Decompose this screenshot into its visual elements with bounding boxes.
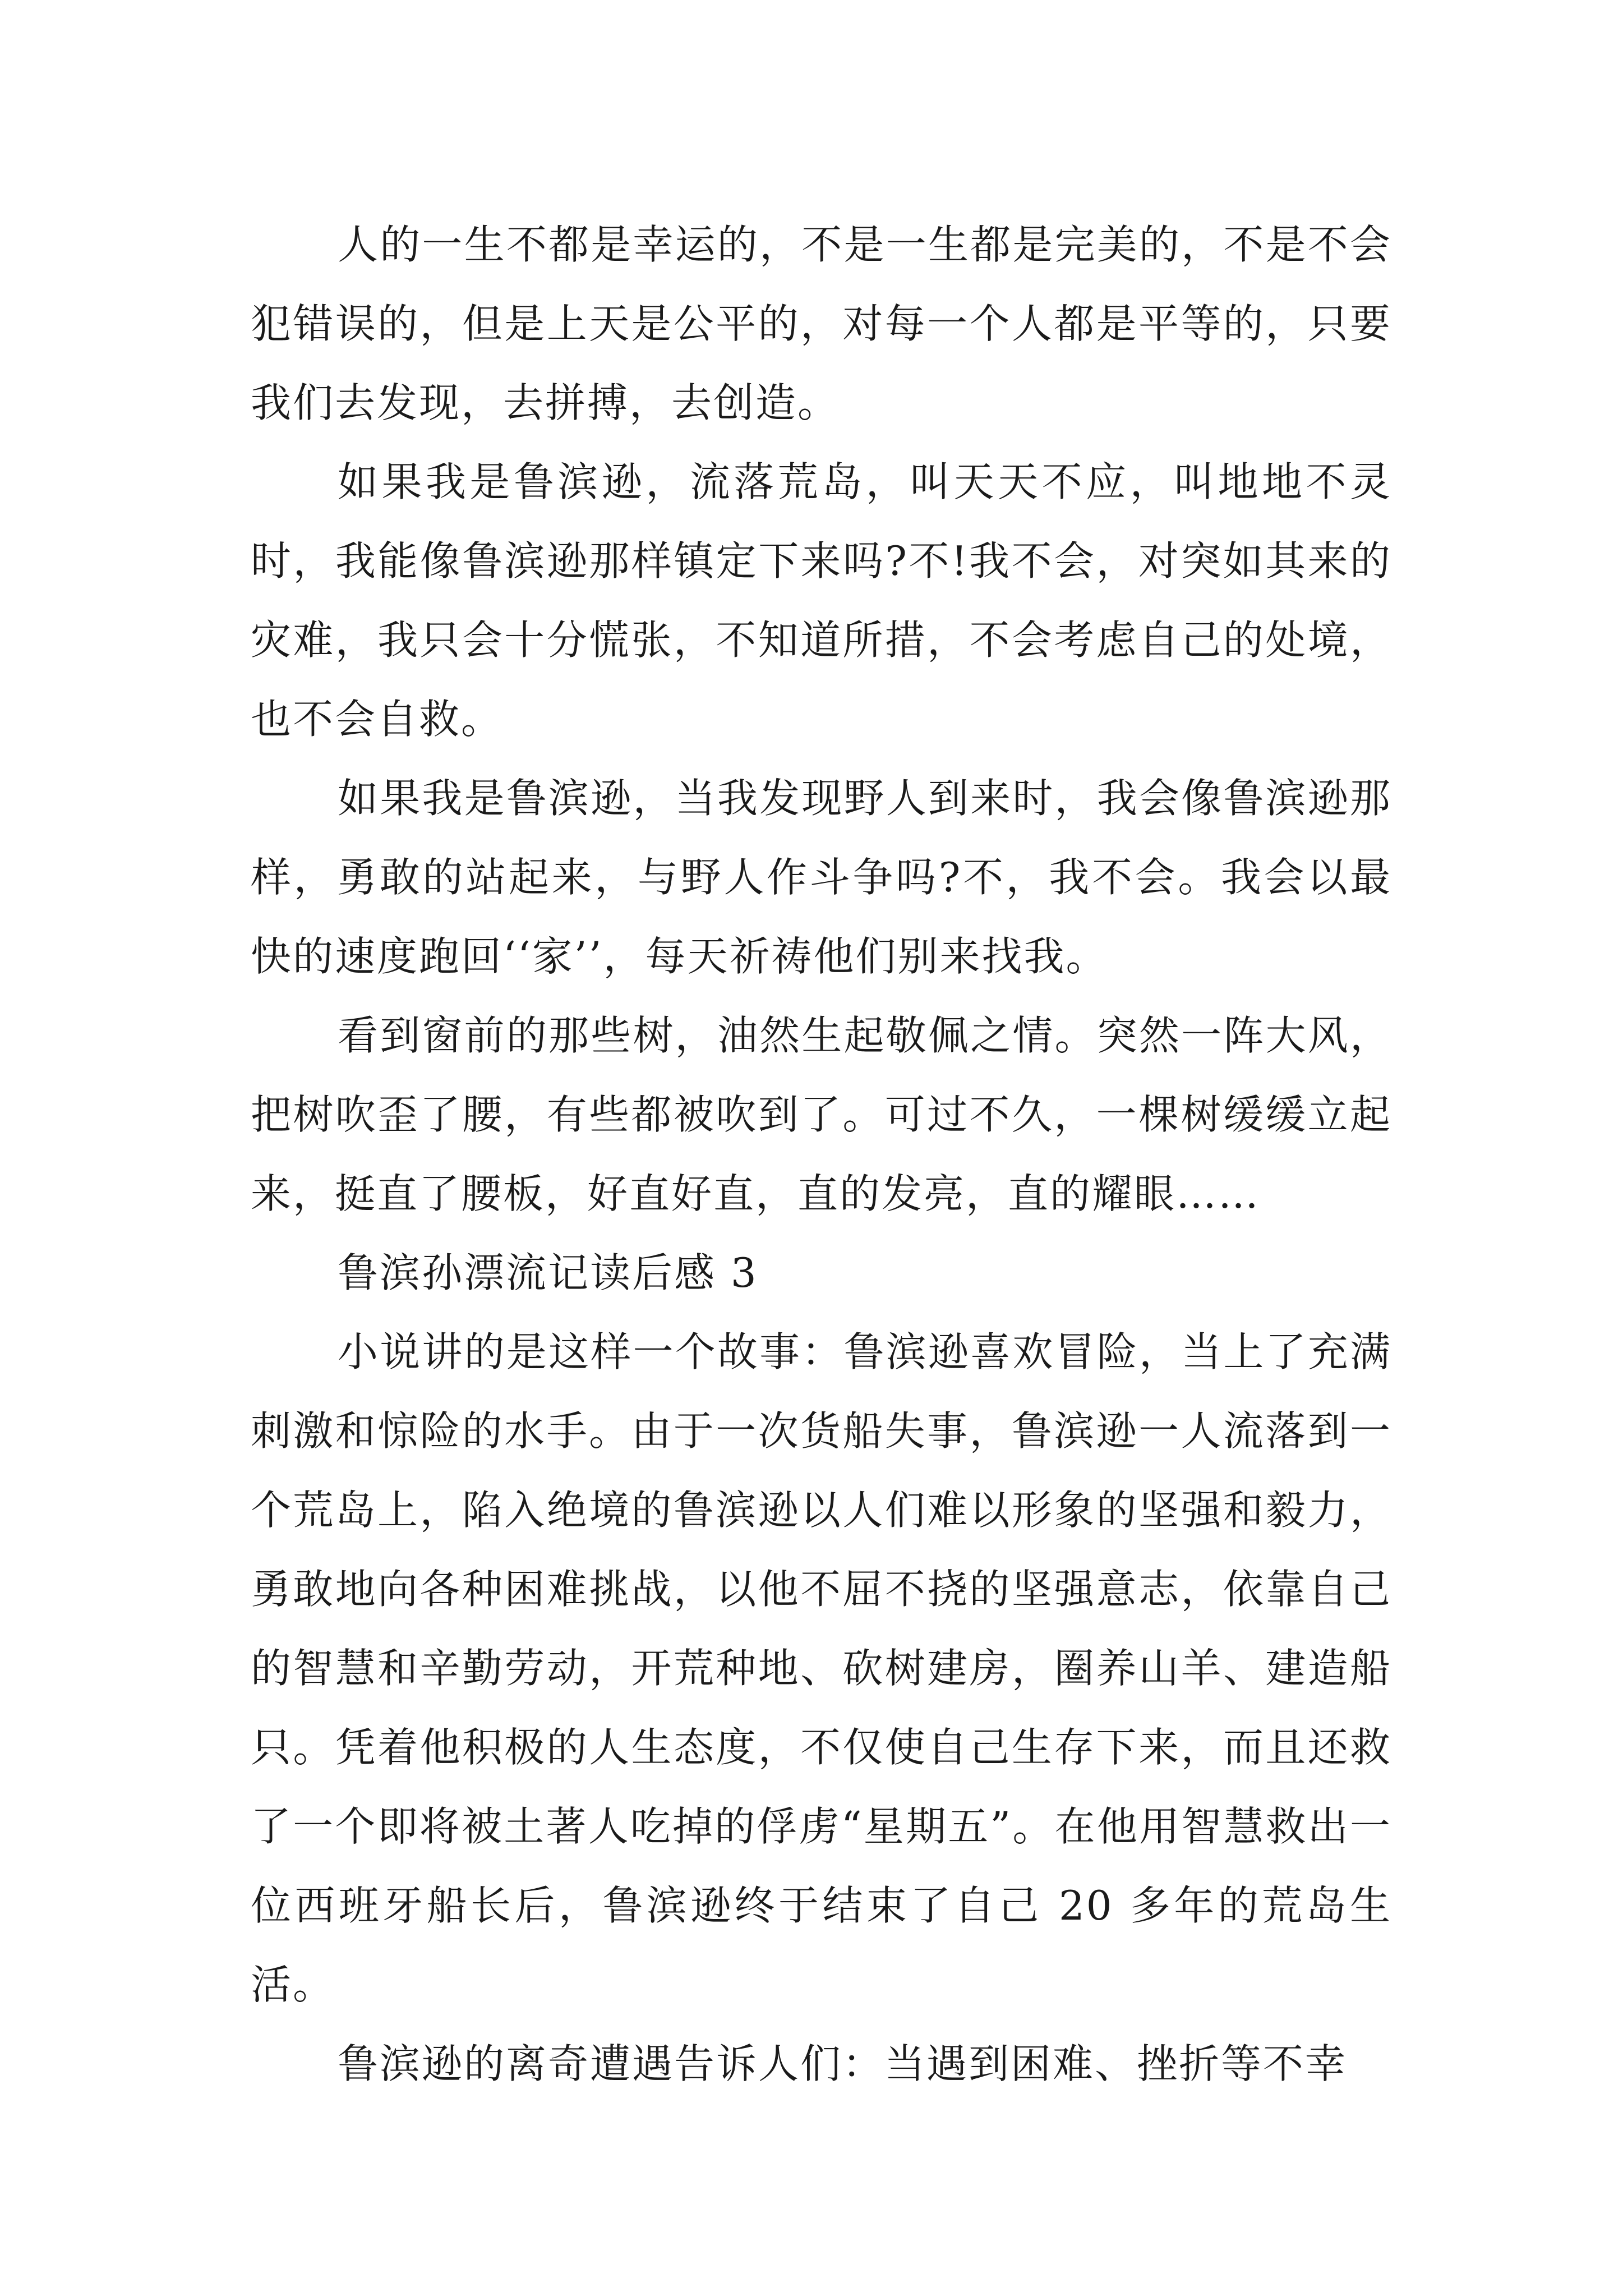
paragraph-1: 人的一生不都是幸运的，不是一生都是完美的，不是不会犯错误的，但是上天是公平的，对每一个人都是平等的，只要我们去发现，去拼搏，去创造。 xyxy=(251,221,1392,426)
paragraph-6: 鲁滨逊的离奇遭遇告诉人们：当遇到困难、挫折等不幸 xyxy=(338,2040,1348,2087)
paragraph-5: 小说讲的是这样一个故事：鲁滨逊喜欢冒险，当上了充满刺激和惊险的水手。由于一次货船失事，鲁滨逊一人流落到一个荒岛上，陷入绝境的鲁滨逊以人们难以形象的坚强和毅力，勇敢地向各种困难挑战，以他不屈不挠的坚强意志，依靠自己的智慧和辛勤劳动，开荒种地、砍树建房，圈养山羊、建造船只。凭着他积极的人生态度，不仅使自己生存下来，而且还救了一个即将被土著人吃掉的俘虏“星期五”。在他用智慧救出一位西班牙船长后，鲁滨逊终于结束了自己 20 多年的荒岛生活。 xyxy=(251,1328,1392,2008)
section-heading: 鲁滨孙漂流记读后感 3 xyxy=(338,1249,758,1296)
paragraph-3: 如果我是鲁滨逊，当我发现野人到来时，我会像鲁滨逊那样，勇敢的站起来，与野人作斗争吗?不，我不会。我会以最快的速度跑回‘‘家’’，每天祈祷他们别来找我。 xyxy=(251,775,1392,980)
paragraph-4: 看到窗前的那些树，油然生起敬佩之情。突然一阵大风，把树吹歪了腰，有些都被吹到了。可过不久，一棵树缓缓立起来，挺直了腰板，好直好直，直的发亮，直的耀眼…… xyxy=(251,1012,1392,1217)
paragraph-2: 如果我是鲁滨逊，流落荒岛，叫天天不应，叫地地不灵时，我能像鲁滨逊那样镇定下来吗?不!我不会，对突如其来的灾难，我只会十分慌张，不知道所措，不会考虑自己的处境，也不会自救。 xyxy=(251,458,1392,743)
body-text xyxy=(251,205,1392,2104)
